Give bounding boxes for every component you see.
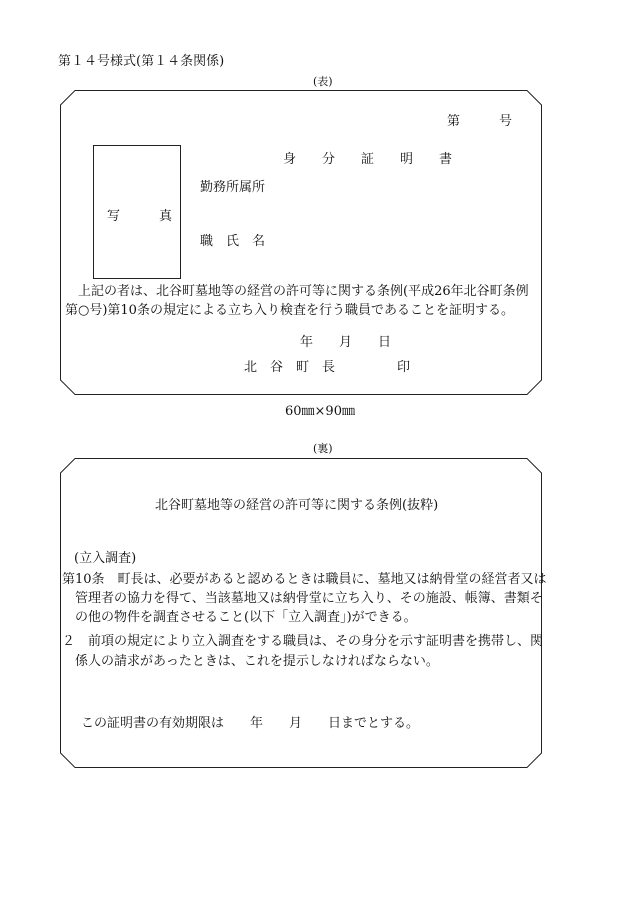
section-heading: (立入調査) [74,551,137,566]
name-label: 職 氏 名 [200,234,266,249]
office-label: 勤務所属所 [200,180,266,195]
mayor-line: 北 谷 町 長 [244,360,336,375]
article-line-3: の他の物件を調査させること(以下「立入調査」)ができる。 [75,610,417,625]
paragraph2-line-2: 係人の請求があったときは、これを提示しなければならない。 [75,654,439,669]
photo-label: 写 真 [107,209,173,224]
certify-text: 上記の者は、北谷町墓地等の経営の許可等に関する条例(平成26年北谷町条例第○号)第10条の規定による立ち入り検査を行う職員であることを証明する。 [65,284,529,318]
validity-line: この証明書の有効期限は 年 月 日までとする。 [81,716,420,731]
front-side-label: (表) [313,75,333,88]
card-title: 身 分 証 明 書 [283,152,453,167]
certificate-number-label: 第 号 [447,114,513,129]
article-line-1: 第10条 町長は、必要があると認めるときは職員に、墓地又は納骨堂の経営者又は [62,572,547,587]
ordinance-title: 北谷町墓地等の経営の許可等に関する条例(抜粋) [155,498,439,513]
seal-label: 印 [397,360,411,375]
back-side-label: (裏) [313,442,333,455]
form-title: 第１４号様式(第１４条関係) [58,54,225,69]
size-note: 60㎜×90㎜ [285,404,355,419]
date-line: 年 月 日 [300,335,392,350]
paragraph2-line-1: ２ 前項の規定により立入調査をする職員は、その身分を示す証明書を携帯し、関 [62,634,544,649]
article-line-2: 管理者の協力を得て、当該墓地又は納骨堂に立ち入り、その施設、帳簿、書類そ [75,591,543,606]
